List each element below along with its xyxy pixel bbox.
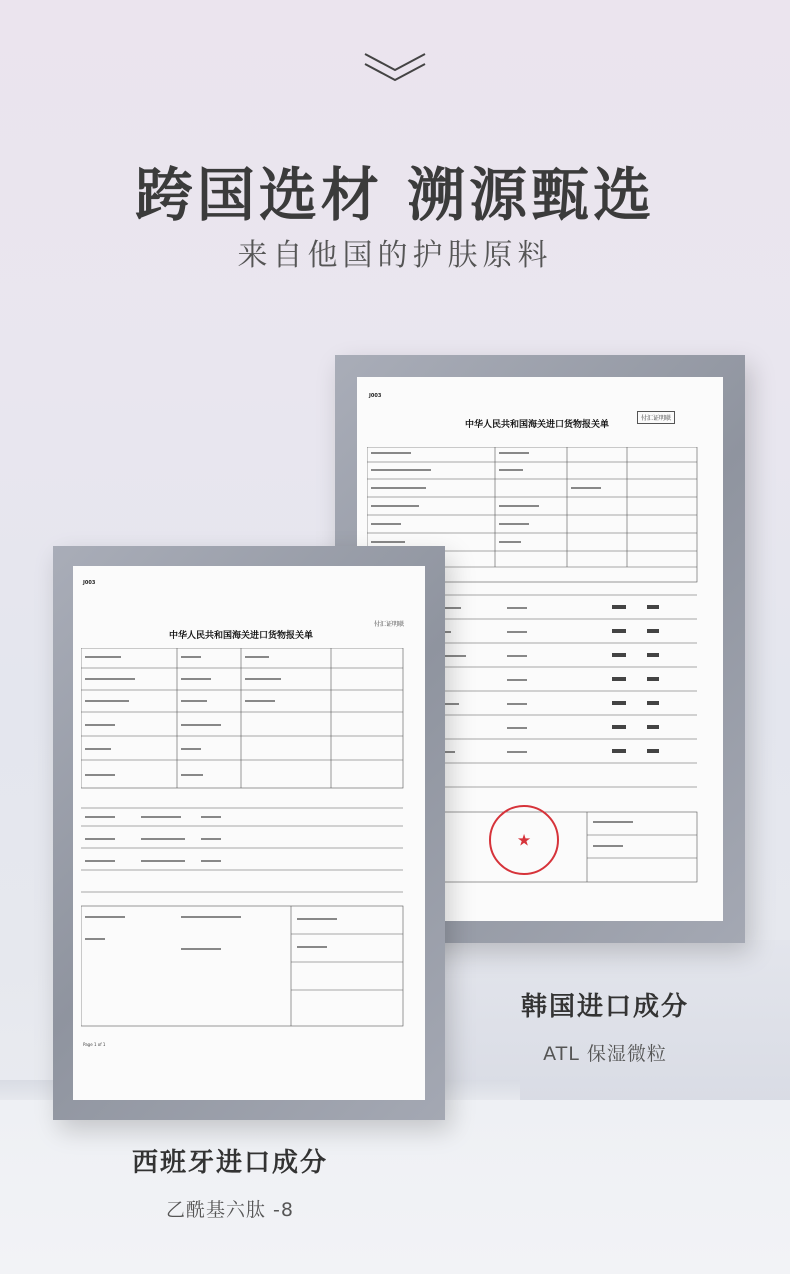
front-caption-title: 西班牙进口成分	[131, 1148, 328, 1178]
front-caption-subtitle: 乙酰基六肽 -8	[166, 1199, 294, 1221]
front-caption	[110, 1142, 350, 1222]
doc-code: J003	[83, 580, 96, 586]
back-caption	[480, 986, 730, 1066]
front-document-frame	[53, 546, 445, 1120]
headline: 跨国选材 溯源甄选	[134, 161, 656, 229]
official-seal: ★	[489, 805, 559, 875]
doc-code: J003	[369, 393, 382, 399]
doc-title: 中华人民共和国海关进口货物报关单	[465, 420, 610, 430]
doc-title: 中华人民共和国海关进口货物报关单	[169, 631, 314, 641]
back-caption-title: 韩国进口成分	[520, 992, 689, 1022]
doc-stamp-label: 付汇证明联	[374, 621, 405, 628]
back-caption-subtitle: ATL 保湿微粒	[543, 1043, 667, 1065]
double-chevron-down-icon	[363, 50, 427, 84]
doc-stamp-label: 付汇证明联	[637, 411, 675, 424]
subheadline: 来自他国的护肤原料	[237, 238, 553, 273]
declaration-table	[81, 648, 407, 1068]
doc-page-label: Page 1 of 1	[83, 1042, 106, 1047]
front-document-paper	[73, 566, 425, 1100]
